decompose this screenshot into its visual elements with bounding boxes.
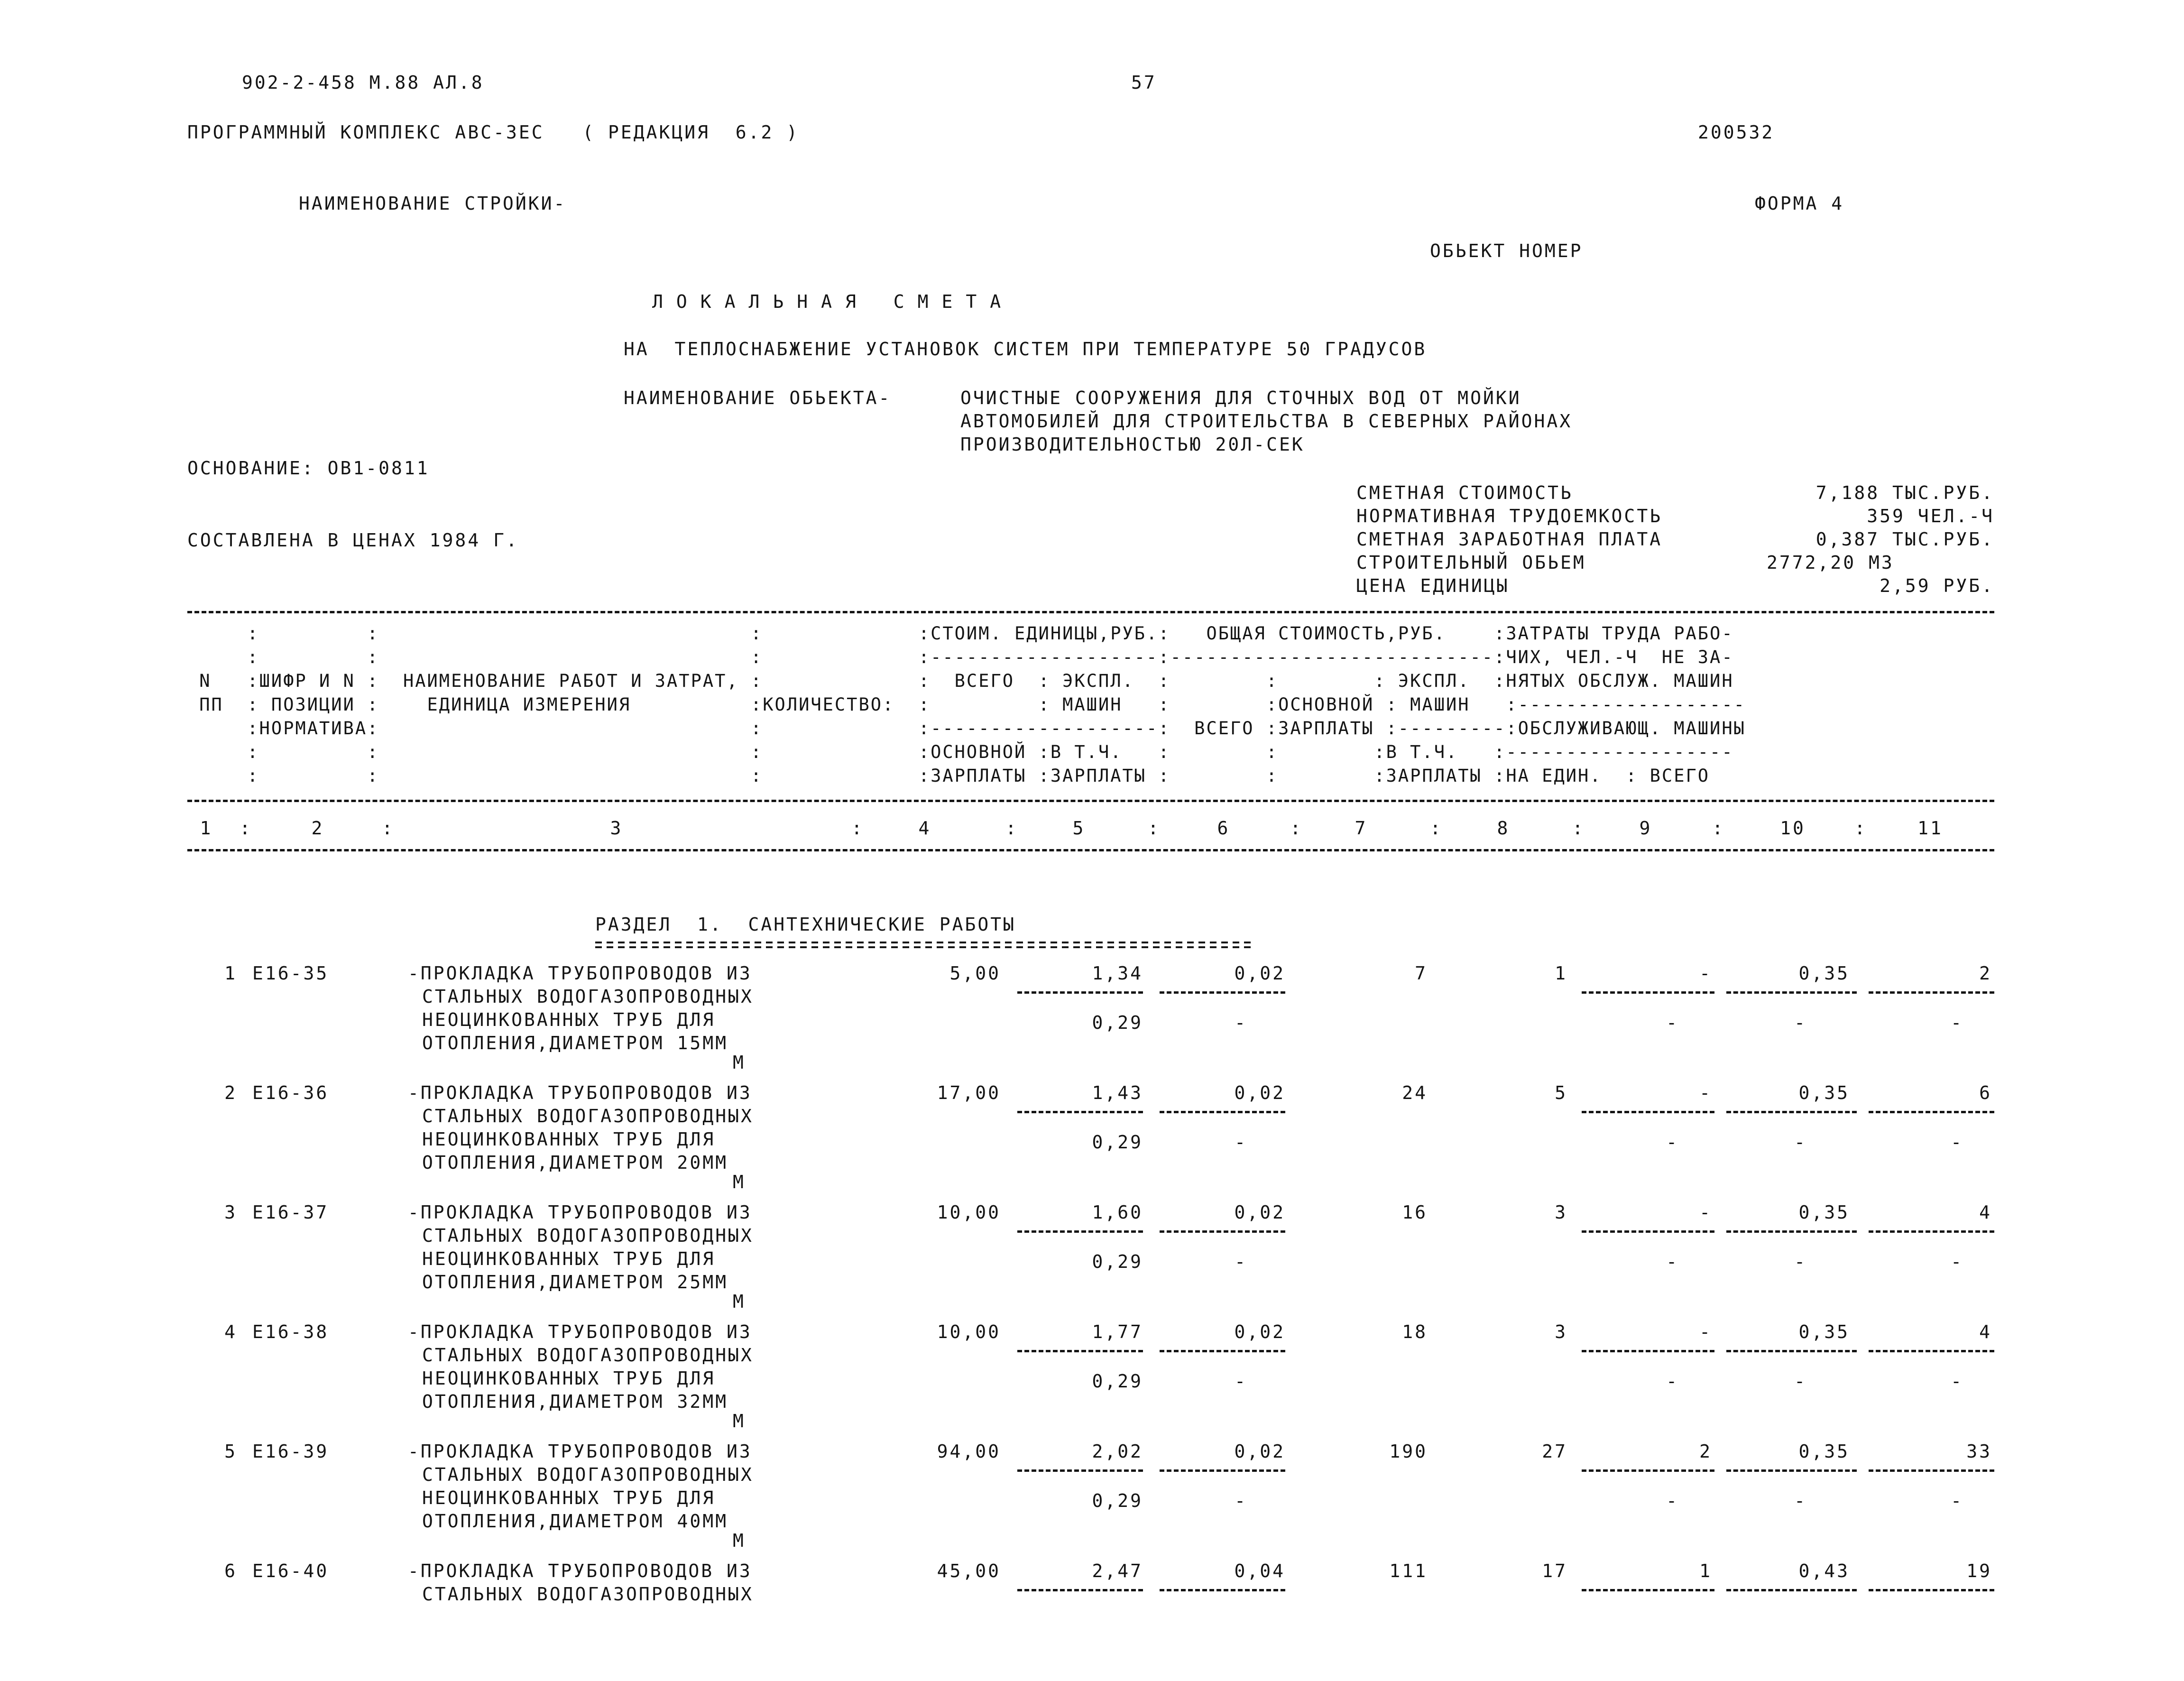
price-level: СОСТАВЛЕНА В ЦЕНАХ 1984 Г. — [187, 530, 519, 551]
row-sub-rule — [1160, 991, 1285, 994]
column-number: 8 — [1497, 818, 1510, 839]
row-sub-rule — [1582, 1589, 1714, 1591]
row-machine: - — [1699, 1082, 1712, 1103]
row-unit-total: 1,34 — [1092, 963, 1143, 984]
row-machine: - — [1699, 1321, 1712, 1342]
row-name-line: -ПРОКЛАДКА ТРУБОПРОВОДОВ ИЗ — [408, 1561, 752, 1581]
row-quantity: 10,00 — [937, 1321, 1001, 1342]
row-unit: М — [733, 1052, 746, 1073]
row-service-total: - — [1951, 1132, 1963, 1153]
row-wage: 27 — [1542, 1441, 1567, 1462]
row-name-line: -ПРОКЛАДКА ТРУБОПРОВОДОВ ИЗ — [408, 963, 752, 984]
row-service-total: - — [1951, 1371, 1963, 1392]
row-unit-machine-wage: - — [1235, 1371, 1247, 1392]
row-name-line: СТАЛЬНЫХ ВОДОГАЗОПРОВОДНЫХ — [422, 986, 754, 1007]
row-wage: 3 — [1555, 1202, 1567, 1223]
row-unit-wage: 0,29 — [1092, 1371, 1143, 1392]
row-sub-rule — [1017, 1111, 1143, 1113]
row-unit-total: 1,60 — [1092, 1202, 1143, 1223]
row-service-total: - — [1951, 1251, 1963, 1272]
row-total: 190 — [1389, 1441, 1428, 1462]
column-number: 10 — [1780, 818, 1806, 839]
row-unit-machine-wage: - — [1235, 1012, 1247, 1033]
summary-label: СТРОИТЕЛЬНЫЙ ОБЬЕМ — [1356, 552, 1586, 573]
row-code: Е16-35 — [252, 963, 329, 984]
header-line: ПП : ПОЗИЦИИ : ЕДИНИЦА ИЗМЕРЕНИЯ :КОЛИЧЕСТВО: : : МАШИН : :ОСНОВНОЙ : МАШИН :------------------- — [187, 694, 1746, 715]
row-labor-unit: 0,35 — [1798, 963, 1850, 984]
row-unit-machine-wage: - — [1235, 1251, 1247, 1272]
column-separator: : — [1430, 818, 1443, 839]
header-line: : : : :СТОИМ. ЕДИНИЦЫ,РУБ.: ОБЩАЯ СТОИМОСТЬ,РУБ. :ЗАТРАТЫ ТРУДА РАБО- — [187, 623, 1734, 644]
row-total: 18 — [1402, 1321, 1428, 1342]
summary-label: НОРМАТИВНАЯ ТРУДОЕМКОСТЬ — [1356, 506, 1663, 526]
column-number: 5 — [1072, 818, 1086, 839]
row-number: 5 — [224, 1441, 237, 1462]
header-rule-bottom — [187, 849, 1994, 851]
row-unit-machine: 0,04 — [1234, 1561, 1285, 1581]
row-unit-machine-wage: - — [1235, 1490, 1247, 1511]
row-name-line: ОТОПЛЕНИЯ,ДИАМЕТРОМ 40ММ — [422, 1511, 728, 1532]
section-underline — [595, 942, 1252, 948]
column-number: 6 — [1217, 818, 1230, 839]
row-service-total: - — [1951, 1012, 1963, 1033]
row-unit-wage: 0,29 — [1092, 1132, 1143, 1153]
summary-label: ЦЕНА ЕДИНИЦЫ — [1356, 575, 1510, 596]
column-separator: : — [851, 818, 864, 839]
row-unit-total: 2,02 — [1092, 1441, 1143, 1462]
row-sub-rule — [1582, 991, 1714, 994]
row-service-unit: - — [1794, 1012, 1807, 1033]
row-name-line: НЕОЦИНКОВАННЫХ ТРУБ ДЛЯ — [422, 1487, 716, 1508]
row-quantity: 94,00 — [937, 1441, 1001, 1462]
row-name-line: СТАЛЬНЫХ ВОДОГАЗОПРОВОДНЫХ — [422, 1106, 754, 1127]
basis: ОСНОВАНИЕ: ОВ1-0811 — [187, 458, 430, 479]
object-name-line-2: АВТОМОБИЛЕЙ ДЛЯ СТРОИТЕЛЬСТВА В СЕВЕРНЫХ РАЙОНАХ — [960, 411, 1573, 432]
column-number: 3 — [610, 818, 623, 839]
row-name-line: НЕОЦИНКОВАННЫХ ТРУБ ДЛЯ — [422, 1248, 716, 1269]
row-quantity: 5,00 — [949, 963, 1001, 984]
row-number: 4 — [224, 1321, 237, 1342]
row-sub-rule — [1726, 991, 1857, 994]
row-labor-total: 4 — [1979, 1321, 1992, 1342]
row-unit: М — [733, 1411, 746, 1432]
row-code: Е16-40 — [252, 1561, 329, 1581]
object-number: ОБЬЕКТ НОМЕР — [1430, 240, 1583, 261]
row-sub-rule — [1726, 1469, 1857, 1472]
row-name-line: НЕОЦИНКОВАННЫХ ТРУБ ДЛЯ — [422, 1009, 716, 1030]
row-sub-rule — [1017, 1469, 1143, 1472]
row-unit: М — [733, 1291, 746, 1312]
row-labor-unit: 0,35 — [1798, 1202, 1850, 1223]
header-line: : : : :ОСНОВНОЙ :В Т.Ч. : : :В Т.Ч. :------------------- — [187, 742, 1734, 762]
row-machine: 1 — [1699, 1561, 1712, 1581]
row-sub-rule — [1160, 1469, 1285, 1472]
row-name-line: -ПРОКЛАДКА ТРУБОПРОВОДОВ ИЗ — [408, 1321, 752, 1342]
row-number: 1 — [224, 963, 237, 984]
software-title: ПРОГРАММНЫЙ КОМПЛЕКС АВС-ЗЕС ( РЕДАКЦИЯ 6.2 ) — [187, 122, 800, 143]
row-code: Е16-38 — [252, 1321, 329, 1342]
row-number: 2 — [224, 1082, 237, 1103]
object-name-line-1: ОЧИСТНЫЕ СООРУЖЕНИЯ ДЛЯ СТОЧНЫХ ВОД ОТ МОЙКИ — [960, 388, 1521, 408]
column-number: 1 — [200, 818, 213, 839]
row-sub-rule — [1726, 1589, 1857, 1591]
column-separator: : — [240, 818, 252, 839]
row-unit-wage: 0,29 — [1092, 1012, 1143, 1033]
row-unit: М — [733, 1172, 746, 1192]
row-unit-total: 1,43 — [1092, 1082, 1143, 1103]
row-labor-total: 2 — [1979, 963, 1992, 984]
row-sub-rule — [1017, 1589, 1143, 1591]
column-separator: : — [1854, 818, 1867, 839]
header-rule-mid — [187, 800, 1994, 802]
object-label: НАИМЕНОВАНИЕ ОБЬЕКТА- — [624, 388, 892, 408]
row-name-line: -ПРОКЛАДКА ТРУБОПРОВОДОВ ИЗ — [408, 1202, 752, 1223]
row-sub-rule — [1017, 991, 1143, 994]
row-code: Е16-39 — [252, 1441, 329, 1462]
row-labor-total: 33 — [1966, 1441, 1992, 1462]
row-sub-rule — [1582, 1230, 1714, 1233]
row-unit-machine: 0,02 — [1234, 1321, 1285, 1342]
row-labor-unit: 0,43 — [1798, 1561, 1850, 1581]
row-code: Е16-36 — [252, 1082, 329, 1103]
row-sub-rule — [1869, 1469, 1994, 1472]
row-machine-wage: - — [1666, 1251, 1679, 1272]
row-wage: 3 — [1555, 1321, 1567, 1342]
doc-title: ЛОКАЛЬНАЯ СМЕТА — [652, 291, 1014, 312]
row-sub-rule — [1582, 1469, 1714, 1472]
row-unit-machine-wage: - — [1235, 1132, 1247, 1153]
column-number: 11 — [1917, 818, 1943, 839]
column-number: 4 — [918, 818, 931, 839]
page-number: 57 — [1131, 72, 1157, 93]
row-labor-unit: 0,35 — [1798, 1082, 1850, 1103]
row-labor-total: 19 — [1966, 1561, 1992, 1581]
row-code: Е16-37 — [252, 1202, 329, 1223]
doc-code: 200532 — [1698, 122, 1775, 143]
header-line: N :ШИФР И N : НАИМЕНОВАНИЕ РАБОТ И ЗАТРАТ, : : ВСЕГО : ЭКСПЛ. : : : ЭКСПЛ. :НЯТЫХ ОБСЛУЖ. МАШИН — [187, 671, 1734, 691]
row-quantity: 17,00 — [937, 1082, 1001, 1103]
row-name-line: ОТОПЛЕНИЯ,ДИАМЕТРОМ 15ММ — [422, 1033, 728, 1053]
row-sub-rule — [1726, 1111, 1857, 1113]
row-name-line: СТАЛЬНЫХ ВОДОГАЗОПРОВОДНЫХ — [422, 1464, 754, 1485]
column-number: 9 — [1639, 818, 1652, 839]
column-separator: : — [1712, 818, 1725, 839]
row-sub-rule — [1160, 1230, 1285, 1233]
doc-ref: 902-2-458 М.88 АЛ.8 — [242, 72, 484, 93]
summary-label: СМЕТНАЯ СТОИМОСТЬ — [1356, 482, 1573, 503]
row-service-unit: - — [1794, 1371, 1807, 1392]
row-sub-rule — [1869, 1230, 1994, 1233]
row-number: 6 — [224, 1561, 237, 1581]
row-machine-wage: - — [1666, 1371, 1679, 1392]
column-number: 7 — [1355, 818, 1368, 839]
row-service-unit: - — [1794, 1251, 1807, 1272]
row-number: 3 — [224, 1202, 237, 1223]
summary-value: 359 ЧЕЛ.-Ч — [1867, 506, 1994, 526]
row-name-line: НЕОЦИНКОВАННЫХ ТРУБ ДЛЯ — [422, 1129, 716, 1150]
row-labor-total: 6 — [1979, 1082, 1992, 1103]
row-quantity: 10,00 — [937, 1202, 1001, 1223]
row-sub-rule — [1869, 991, 1994, 994]
row-machine-wage: - — [1666, 1132, 1679, 1153]
row-unit-wage: 0,29 — [1092, 1490, 1143, 1511]
row-machine: 2 — [1699, 1441, 1712, 1462]
row-machine: - — [1699, 1202, 1712, 1223]
row-unit-machine: 0,02 — [1234, 1441, 1285, 1462]
row-unit-total: 1,77 — [1092, 1321, 1143, 1342]
row-sub-rule — [1869, 1350, 1994, 1352]
row-name-line: ОТОПЛЕНИЯ,ДИАМЕТРОМ 20ММ — [422, 1152, 728, 1173]
header-line: : : : :-------------------:---------------------------:ЧИХ, ЧЕЛ.-Ч НЕ ЗА- — [187, 647, 1734, 667]
row-unit-machine: 0,02 — [1234, 1202, 1285, 1223]
header-line: :НОРМАТИВА: : :-------------------: ВСЕГО :ЗАРПЛАТЫ :---------:ОБСЛУЖИВАЮЩ. МАШИНЫ — [187, 718, 1746, 739]
summary-value: 2772,20 М3 — [1767, 552, 1894, 573]
column-separator: : — [1148, 818, 1161, 839]
column-separator: : — [1290, 818, 1303, 839]
row-labor-total: 4 — [1979, 1202, 1992, 1223]
row-name-line: СТАЛЬНЫХ ВОДОГАЗОПРОВОДНЫХ — [422, 1584, 754, 1605]
row-name-line: ОТОПЛЕНИЯ,ДИАМЕТРОМ 32ММ — [422, 1391, 728, 1412]
row-sub-rule — [1017, 1230, 1143, 1233]
row-total: 16 — [1402, 1202, 1428, 1223]
row-name-line: СТАЛЬНЫХ ВОДОГАЗОПРОВОДНЫХ — [422, 1225, 754, 1246]
row-name-line: НЕОЦИНКОВАННЫХ ТРУБ ДЛЯ — [422, 1368, 716, 1389]
row-service-unit: - — [1794, 1132, 1807, 1153]
row-sub-rule — [1160, 1350, 1285, 1352]
row-name-line: -ПРОКЛАДКА ТРУБОПРОВОДОВ ИЗ — [408, 1441, 752, 1462]
row-labor-unit: 0,35 — [1798, 1321, 1850, 1342]
row-total: 24 — [1402, 1082, 1428, 1103]
row-machine-wage: - — [1666, 1012, 1679, 1033]
row-name-line: СТАЛЬНЫХ ВОДОГАЗОПРОВОДНЫХ — [422, 1345, 754, 1366]
construction-label: НАИМЕНОВАНИЕ СТРОЙКИ- — [299, 193, 567, 214]
summary-value: 0,387 ТЫС.РУБ. — [1815, 529, 1994, 550]
section-title: РАЗДЕЛ 1. САНТЕХНИЧЕСКИЕ РАБОТЫ — [595, 914, 1016, 935]
row-unit-machine: 0,02 — [1234, 963, 1285, 984]
column-number: 2 — [311, 818, 324, 839]
row-total: 7 — [1415, 963, 1428, 984]
row-unit-wage: 0,29 — [1092, 1251, 1143, 1272]
row-wage: 17 — [1542, 1561, 1567, 1581]
summary-value: 7,188 ТЫС.РУБ. — [1815, 482, 1994, 503]
row-sub-rule — [1869, 1111, 1994, 1113]
header-rule-top — [187, 611, 1994, 613]
row-unit-machine: 0,02 — [1234, 1082, 1285, 1103]
row-sub-rule — [1726, 1230, 1857, 1233]
summary-value: 2,59 РУБ. — [1880, 575, 1994, 596]
header-line: : : : :ЗАРПЛАТЫ :ЗАРПЛАТЫ : : :ЗАРПЛАТЫ :НА ЕДИН. : ВСЕГО — [187, 766, 1710, 786]
row-unit: М — [733, 1530, 746, 1551]
row-name-line: ОТОПЛЕНИЯ,ДИАМЕТРОМ 25ММ — [422, 1272, 728, 1293]
row-sub-rule — [1160, 1589, 1285, 1591]
row-total: 111 — [1389, 1561, 1428, 1581]
row-sub-rule — [1869, 1589, 1994, 1591]
row-wage: 5 — [1555, 1082, 1567, 1103]
summary-label: СМЕТНАЯ ЗАРАБОТНАЯ ПЛАТА — [1356, 529, 1663, 550]
row-service-total: - — [1951, 1490, 1963, 1511]
doc-subtitle: НА ТЕПЛОСНАБЖЕНИЕ УСТАНОВОК СИСТЕМ ПРИ ТЕМПЕРАТУРЕ 50 ГРАДУСОВ — [624, 339, 1427, 360]
row-quantity: 45,00 — [937, 1561, 1001, 1581]
row-labor-unit: 0,35 — [1798, 1441, 1850, 1462]
row-name-line: -ПРОКЛАДКА ТРУБОПРОВОДОВ ИЗ — [408, 1082, 752, 1103]
row-service-unit: - — [1794, 1490, 1807, 1511]
row-sub-rule — [1726, 1350, 1857, 1352]
row-wage: 1 — [1555, 963, 1567, 984]
form-number: ФОРМА 4 — [1755, 193, 1844, 214]
column-separator: : — [382, 818, 395, 839]
row-sub-rule — [1160, 1111, 1285, 1113]
row-sub-rule — [1582, 1111, 1714, 1113]
row-sub-rule — [1017, 1350, 1143, 1352]
row-unit-total: 2,47 — [1092, 1561, 1143, 1581]
row-sub-rule — [1582, 1350, 1714, 1352]
object-name-line-3: ПРОИЗВОДИТЕЛЬНОСТЬЮ 20Л-СЕК — [960, 434, 1305, 455]
row-machine-wage: - — [1666, 1490, 1679, 1511]
column-separator: : — [1005, 818, 1018, 839]
column-separator: : — [1572, 818, 1585, 839]
row-machine: - — [1699, 963, 1712, 984]
